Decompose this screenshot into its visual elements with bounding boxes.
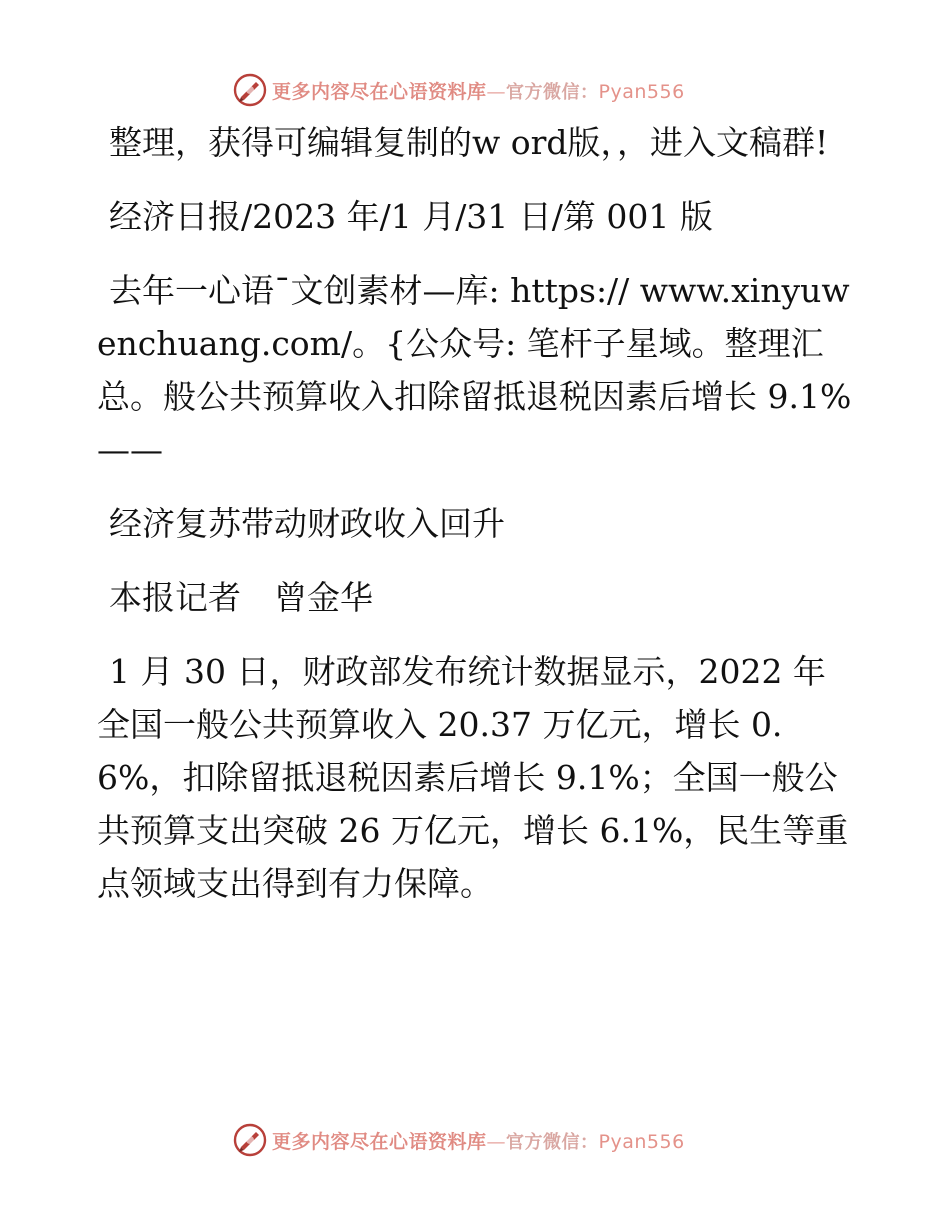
pen-circle-logo-icon [232, 1122, 268, 1158]
footer-watermark-banner [232, 1120, 752, 1160]
article-paragraph: 1 月 30 日，财政部发布统计数据显示，2022 年全国一般公共预算收入 20.37 万亿元，增长 0.6%，扣除留抵退税因素后增长 9.1%；全国一般公共预算支出突破 26 万亿元，增长 6.1%，民生等重点领域支出得到有力保障。 [97, 652, 849, 903]
intro-paragraph: 整理，获得可编辑复制的w ord版，，进入文稿群! [109, 123, 829, 162]
document-body [97, 116, 857, 931]
subtitle-paragraph: 去年一心语¯文创素材—库: https:// www.xinyuwenchuang.com/。{公众号: 笔杆子星域。整理汇总。般公共预算收入扣除留抵退税因素后增长 9.1%—— [97, 271, 852, 469]
pen-circle-logo-icon [232, 72, 268, 108]
footer-banner-wechat-id: Pyan556 [598, 1130, 685, 1153]
header-banner-wechat-id: Pyan556 [598, 80, 685, 103]
footer-banner-wechat-label: 官方微信： [506, 1131, 599, 1153]
footer-banner-text [272, 1127, 685, 1154]
header-banner-title: 更多内容尽在心语资料库 [272, 80, 487, 103]
author-line: 本报记者 曾金华 [109, 578, 373, 617]
header-banner-wechat-label: 官方微信： [506, 81, 599, 103]
source-line: 经济日报/2023 年/1 月/31 日/第 001 版 [109, 197, 713, 236]
footer-banner-title: 更多内容尽在心语资料库 [272, 1130, 487, 1153]
article-title: 经济复苏带动财政收入回升 [109, 504, 505, 543]
header-watermark-banner [232, 70, 752, 110]
header-banner-text [272, 77, 685, 104]
footer-banner-dash: — [486, 1130, 507, 1153]
header-banner-dash: — [486, 80, 507, 103]
